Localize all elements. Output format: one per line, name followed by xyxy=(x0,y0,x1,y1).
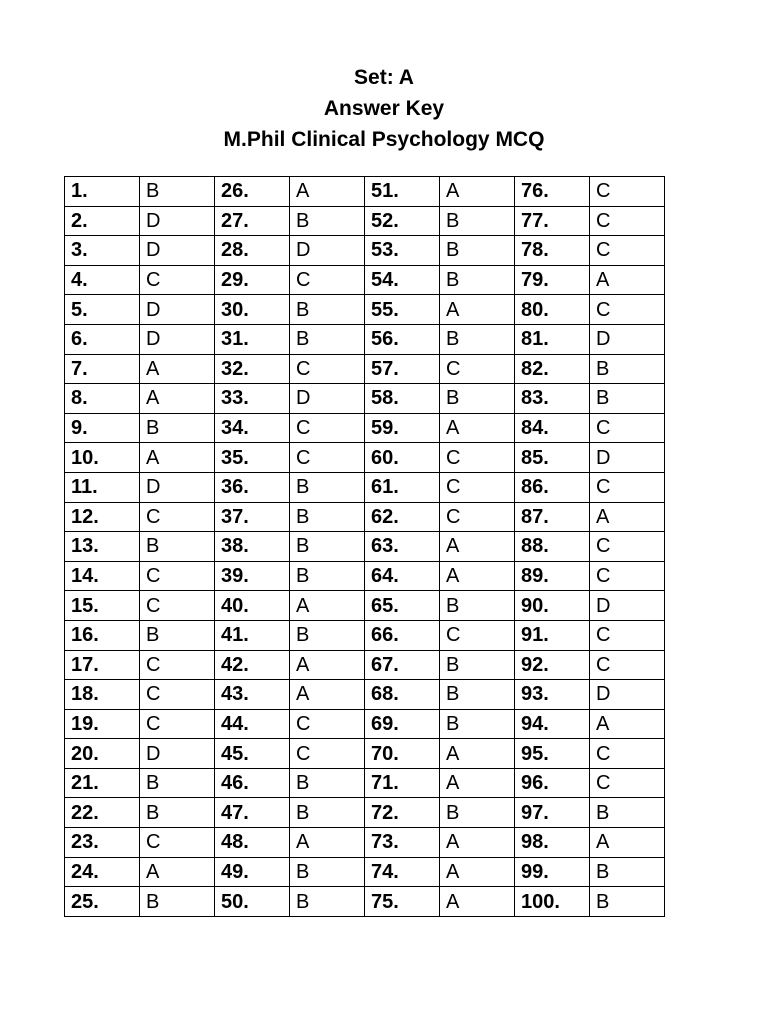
answer-choice: C xyxy=(590,472,665,502)
answer-choice: A xyxy=(290,591,365,621)
question-number: 87. xyxy=(515,502,590,532)
answer-choice: B xyxy=(140,177,215,207)
answer-choice: A xyxy=(290,680,365,710)
table-row xyxy=(65,887,665,917)
table-row xyxy=(65,561,665,591)
table-row xyxy=(65,857,665,887)
answer-choice: C xyxy=(290,265,365,295)
question-number: 81. xyxy=(515,324,590,354)
answer-choice: C xyxy=(440,472,515,502)
question-number: 56. xyxy=(365,324,440,354)
answer-choice: A xyxy=(590,502,665,532)
answer-choice: A xyxy=(140,384,215,414)
answer-choice: C xyxy=(290,354,365,384)
question-number: 95. xyxy=(515,739,590,769)
question-number: 25. xyxy=(65,887,140,917)
question-number: 83. xyxy=(515,384,590,414)
table-row xyxy=(65,295,665,325)
answer-choice: B xyxy=(290,502,365,532)
answer-choice: A xyxy=(290,177,365,207)
question-number: 32. xyxy=(215,354,290,384)
answer-choice: C xyxy=(590,739,665,769)
answer-choice: B xyxy=(140,620,215,650)
question-number: 97. xyxy=(515,798,590,828)
question-number: 65. xyxy=(365,591,440,621)
question-number: 64. xyxy=(365,561,440,591)
question-number: 20. xyxy=(65,739,140,769)
answer-choice: D xyxy=(140,324,215,354)
answer-choice: A xyxy=(440,739,515,769)
question-number: 42. xyxy=(215,650,290,680)
question-number: 60. xyxy=(365,443,440,473)
answer-choice: B xyxy=(290,857,365,887)
answer-choice: C xyxy=(590,413,665,443)
answer-choice: C xyxy=(440,502,515,532)
answer-choice: B xyxy=(590,887,665,917)
question-number: 33. xyxy=(215,384,290,414)
question-number: 39. xyxy=(215,561,290,591)
table-row xyxy=(65,472,665,502)
answer-choice: D xyxy=(290,236,365,266)
answer-choice: B xyxy=(440,650,515,680)
answer-choice: A xyxy=(290,828,365,858)
answer-choice: A xyxy=(140,354,215,384)
table-row xyxy=(65,828,665,858)
question-number: 43. xyxy=(215,680,290,710)
table-row xyxy=(65,620,665,650)
question-number: 3. xyxy=(65,236,140,266)
question-number: 71. xyxy=(365,768,440,798)
question-number: 85. xyxy=(515,443,590,473)
answer-choice: B xyxy=(290,768,365,798)
question-number: 11. xyxy=(65,472,140,502)
question-number: 1. xyxy=(65,177,140,207)
question-number: 22. xyxy=(65,798,140,828)
answer-choice: A xyxy=(590,709,665,739)
answer-choice: B xyxy=(290,620,365,650)
question-number: 6. xyxy=(65,324,140,354)
answer-choice: B xyxy=(290,472,365,502)
answer-choice: B xyxy=(590,354,665,384)
table-row xyxy=(65,532,665,562)
answer-choice: C xyxy=(290,739,365,769)
question-number: 23. xyxy=(65,828,140,858)
question-number: 63. xyxy=(365,532,440,562)
question-number: 94. xyxy=(515,709,590,739)
answer-choice: C xyxy=(440,354,515,384)
answer-choice: B xyxy=(440,798,515,828)
question-number: 26. xyxy=(215,177,290,207)
question-number: 89. xyxy=(515,561,590,591)
table-row xyxy=(65,650,665,680)
answer-choice: C xyxy=(140,828,215,858)
question-number: 90. xyxy=(515,591,590,621)
answer-choice: C xyxy=(140,591,215,621)
question-number: 75. xyxy=(365,887,440,917)
question-number: 98. xyxy=(515,828,590,858)
table-row xyxy=(65,354,665,384)
question-number: 44. xyxy=(215,709,290,739)
answer-choice: C xyxy=(140,709,215,739)
question-number: 77. xyxy=(515,206,590,236)
question-number: 37. xyxy=(215,502,290,532)
answer-choice: D xyxy=(140,295,215,325)
answer-choice: A xyxy=(590,828,665,858)
question-number: 17. xyxy=(65,650,140,680)
question-number: 49. xyxy=(215,857,290,887)
question-number: 92. xyxy=(515,650,590,680)
answer-choice: B xyxy=(290,532,365,562)
question-number: 88. xyxy=(515,532,590,562)
answer-choice: C xyxy=(140,680,215,710)
answer-choice: B xyxy=(440,680,515,710)
answer-key-body xyxy=(65,177,665,917)
question-number: 35. xyxy=(215,443,290,473)
table-row xyxy=(65,709,665,739)
answer-choice: C xyxy=(290,413,365,443)
question-number: 50. xyxy=(215,887,290,917)
answer-choice: C xyxy=(140,561,215,591)
table-row xyxy=(65,206,665,236)
answer-choice: B xyxy=(440,709,515,739)
question-number: 84. xyxy=(515,413,590,443)
answer-choice: B xyxy=(290,295,365,325)
question-number: 79. xyxy=(515,265,590,295)
table-row xyxy=(65,739,665,769)
question-number: 18. xyxy=(65,680,140,710)
question-number: 48. xyxy=(215,828,290,858)
answer-choice: B xyxy=(440,384,515,414)
question-number: 34. xyxy=(215,413,290,443)
question-number: 100. xyxy=(515,887,590,917)
question-number: 7. xyxy=(65,354,140,384)
answer-choice: B xyxy=(290,887,365,917)
answer-choice: B xyxy=(140,413,215,443)
question-number: 27. xyxy=(215,206,290,236)
answer-choice: A xyxy=(140,857,215,887)
answer-choice: C xyxy=(290,443,365,473)
answer-choice: B xyxy=(290,798,365,828)
question-number: 16. xyxy=(65,620,140,650)
answer-choice: C xyxy=(590,650,665,680)
answer-choice: B xyxy=(440,236,515,266)
answer-choice: C xyxy=(140,265,215,295)
question-number: 69. xyxy=(365,709,440,739)
answer-choice: A xyxy=(440,295,515,325)
answer-choice: B xyxy=(440,265,515,295)
answer-choice: B xyxy=(440,324,515,354)
answer-key-subtitle: Answer Key xyxy=(323,97,445,120)
question-number: 62. xyxy=(365,502,440,532)
answer-choice: C xyxy=(440,443,515,473)
question-number: 66. xyxy=(365,620,440,650)
answer-choice: C xyxy=(440,620,515,650)
answer-choice: B xyxy=(590,857,665,887)
question-number: 68. xyxy=(365,680,440,710)
question-number: 51. xyxy=(365,177,440,207)
answer-choice: B xyxy=(290,561,365,591)
question-number: 21. xyxy=(65,768,140,798)
question-number: 54. xyxy=(365,265,440,295)
question-number: 8. xyxy=(65,384,140,414)
table-row xyxy=(65,443,665,473)
answer-choice: D xyxy=(590,591,665,621)
question-number: 58. xyxy=(365,384,440,414)
table-row xyxy=(65,798,665,828)
answer-key-table xyxy=(64,176,665,917)
question-number: 45. xyxy=(215,739,290,769)
question-number: 55. xyxy=(365,295,440,325)
table-row xyxy=(65,324,665,354)
question-number: 72. xyxy=(365,798,440,828)
answer-choice: D xyxy=(590,443,665,473)
question-number: 40. xyxy=(215,591,290,621)
answer-choice: B xyxy=(140,798,215,828)
question-number: 59. xyxy=(365,413,440,443)
question-number: 46. xyxy=(215,768,290,798)
table-row xyxy=(65,680,665,710)
question-number: 30. xyxy=(215,295,290,325)
question-number: 53. xyxy=(365,236,440,266)
answer-choice: A xyxy=(440,532,515,562)
question-number: 70. xyxy=(365,739,440,769)
answer-choice: B xyxy=(440,206,515,236)
set-label: Set: A xyxy=(354,66,414,89)
answer-choice: B xyxy=(140,768,215,798)
answer-choice: D xyxy=(140,206,215,236)
answer-choice: C xyxy=(590,620,665,650)
question-number: 74. xyxy=(365,857,440,887)
question-number: 93. xyxy=(515,680,590,710)
question-number: 15. xyxy=(65,591,140,621)
table-row xyxy=(65,768,665,798)
answer-choice: B xyxy=(440,591,515,621)
question-number: 19. xyxy=(65,709,140,739)
question-number: 5. xyxy=(65,295,140,325)
answer-choice: D xyxy=(590,324,665,354)
table-row xyxy=(65,236,665,266)
answer-choice: A xyxy=(590,265,665,295)
answer-choice: D xyxy=(140,236,215,266)
answer-choice: B xyxy=(290,324,365,354)
question-number: 47. xyxy=(215,798,290,828)
answer-choice: C xyxy=(590,532,665,562)
table-row xyxy=(65,413,665,443)
answer-choice: A xyxy=(440,561,515,591)
answer-choice: A xyxy=(440,828,515,858)
question-number: 12. xyxy=(65,502,140,532)
question-number: 67. xyxy=(365,650,440,680)
answer-choice: C xyxy=(140,650,215,680)
question-number: 86. xyxy=(515,472,590,502)
question-number: 82. xyxy=(515,354,590,384)
answer-choice: C xyxy=(590,177,665,207)
question-number: 31. xyxy=(215,324,290,354)
answer-choice: C xyxy=(590,206,665,236)
page-title: M.Phil Clinical Psychology MCQ xyxy=(223,128,545,151)
question-number: 80. xyxy=(515,295,590,325)
answer-choice: D xyxy=(140,739,215,769)
question-number: 41. xyxy=(215,620,290,650)
question-number: 96. xyxy=(515,768,590,798)
question-number: 10. xyxy=(65,443,140,473)
answer-choice: B xyxy=(140,532,215,562)
table-row xyxy=(65,591,665,621)
answer-choice: B xyxy=(140,887,215,917)
answer-choice: C xyxy=(590,295,665,325)
table-row xyxy=(65,502,665,532)
answer-choice: A xyxy=(440,887,515,917)
table-row xyxy=(65,265,665,295)
answer-choice: C xyxy=(290,709,365,739)
question-number: 52. xyxy=(365,206,440,236)
answer-choice: D xyxy=(590,680,665,710)
question-number: 2. xyxy=(65,206,140,236)
answer-choice: A xyxy=(140,443,215,473)
question-number: 4. xyxy=(65,265,140,295)
answer-choice: C xyxy=(140,502,215,532)
answer-choice: C xyxy=(590,768,665,798)
question-number: 78. xyxy=(515,236,590,266)
question-number: 76. xyxy=(515,177,590,207)
answer-choice: A xyxy=(440,177,515,207)
question-number: 24. xyxy=(65,857,140,887)
answer-choice: C xyxy=(590,561,665,591)
question-number: 36. xyxy=(215,472,290,502)
question-number: 9. xyxy=(65,413,140,443)
question-number: 99. xyxy=(515,857,590,887)
answer-choice: B xyxy=(590,384,665,414)
table-row xyxy=(65,384,665,414)
question-number: 38. xyxy=(215,532,290,562)
answer-choice: D xyxy=(140,472,215,502)
answer-choice: C xyxy=(590,236,665,266)
question-number: 13. xyxy=(65,532,140,562)
question-number: 14. xyxy=(65,561,140,591)
answer-choice: A xyxy=(290,650,365,680)
answer-choice: A xyxy=(440,413,515,443)
question-number: 73. xyxy=(365,828,440,858)
question-number: 28. xyxy=(215,236,290,266)
question-number: 57. xyxy=(365,354,440,384)
question-number: 61. xyxy=(365,472,440,502)
question-number: 29. xyxy=(215,265,290,295)
answer-choice: A xyxy=(440,768,515,798)
table-row xyxy=(65,177,665,207)
question-number: 91. xyxy=(515,620,590,650)
answer-choice: D xyxy=(290,384,365,414)
answer-choice: B xyxy=(590,798,665,828)
answer-choice: B xyxy=(290,206,365,236)
answer-choice: A xyxy=(440,857,515,887)
